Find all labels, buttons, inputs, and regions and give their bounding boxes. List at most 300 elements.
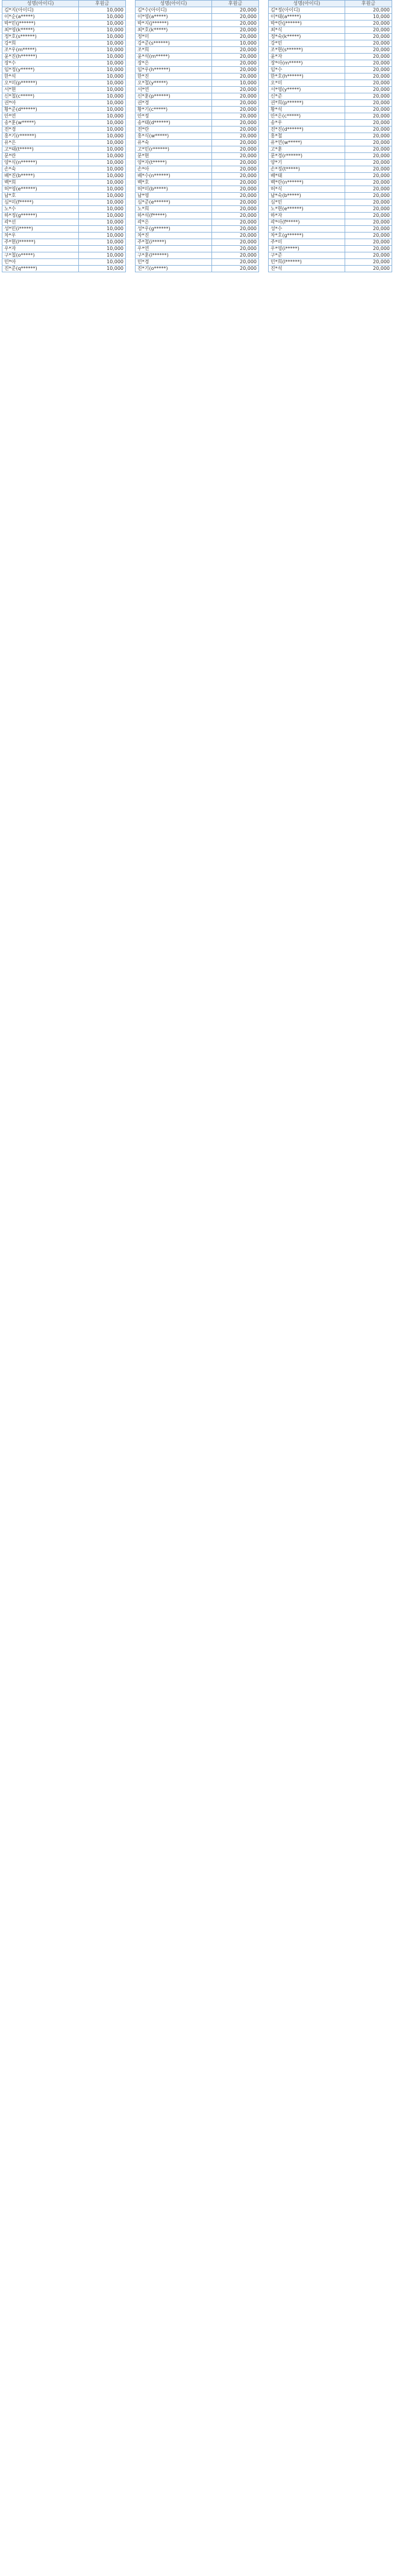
table-header-row <box>136 1 259 7</box>
donation-amount-cell: 20,000 <box>212 34 259 40</box>
donation-amount-cell: 20,000 <box>212 140 259 146</box>
table-row <box>136 60 259 67</box>
donation-amount-cell: 20,000 <box>212 213 259 219</box>
table-row <box>269 34 392 40</box>
table-row <box>136 133 259 140</box>
table-row <box>136 233 259 239</box>
donor-name-cell: 곽*선 <box>2 219 79 226</box>
table-row <box>2 239 126 246</box>
donor-name-cell: 유*숙 <box>136 140 212 146</box>
donor-name-cell: 진*기(o*****) <box>136 266 212 272</box>
table-row <box>2 80 126 87</box>
donor-name-cell: 민*아 <box>2 259 79 266</box>
table-row <box>136 40 259 47</box>
table-row <box>136 120 259 127</box>
donation-amount-cell: 20,000 <box>345 40 392 47</box>
table-row <box>269 166 392 173</box>
donation-amount-cell: 20,000 <box>345 34 392 40</box>
table-row <box>136 47 259 54</box>
donation-amount-cell: 20,000 <box>345 199 392 206</box>
donation-amount-cell: 20,000 <box>345 140 392 146</box>
donor-name-cell: 진*석 <box>269 266 345 272</box>
table-row <box>269 60 392 67</box>
table-row <box>269 133 392 140</box>
table-row <box>269 113 392 120</box>
donation-amount-cell: 10,000 <box>79 133 126 140</box>
donor-name-cell: 백*희 <box>2 180 79 186</box>
donation-amount-cell: 20,000 <box>212 127 259 133</box>
donation-amount-cell: 20,000 <box>345 206 392 213</box>
donor-name-cell: 홍*철 <box>269 133 345 140</box>
table-row <box>2 246 126 252</box>
donor-name-cell: 신*준 <box>269 93 345 100</box>
table-row <box>269 27 392 34</box>
table-row <box>136 14 259 20</box>
table-row <box>2 73 126 80</box>
donation-amount-cell: 20,000 <box>212 186 259 193</box>
table-row <box>136 160 259 166</box>
table-row <box>136 93 259 100</box>
donor-name-cell: 장*수 <box>2 60 79 67</box>
donation-amount-cell: 20,000 <box>345 113 392 120</box>
donation-amount-cell: 10,000 <box>79 93 126 100</box>
table-row <box>269 146 392 153</box>
table-row <box>2 180 126 186</box>
donor-name-cell: 우*영(i*****) <box>269 246 345 252</box>
table-row <box>2 153 126 160</box>
donation-amount-cell: 10,000 <box>79 80 126 87</box>
table-row <box>269 7 392 14</box>
table-row <box>2 160 126 166</box>
table-row <box>136 146 259 153</box>
donation-amount-cell: 20,000 <box>345 266 392 272</box>
table-row <box>136 199 259 206</box>
table-row <box>136 107 259 113</box>
donor-name-cell: 문*현 <box>136 153 212 160</box>
donation-amount-cell: 20,000 <box>212 193 259 199</box>
table-row <box>2 206 126 213</box>
donor-name-cell: 신*훈(p******) <box>136 93 212 100</box>
donor-name-cell: 성*수 <box>269 226 345 233</box>
donor-name-cell: 한*진 <box>136 73 212 80</box>
donation-amount-cell: 10,000 <box>79 206 126 213</box>
table-row <box>136 113 259 120</box>
donor-name-cell: 안*연 <box>2 113 79 120</box>
donor-name-cell: 이*태(a*****) <box>269 14 345 20</box>
donor-name-cell: 배*진(b*****) <box>2 173 79 180</box>
donation-amount-cell: 10,000 <box>212 80 259 87</box>
donor-name-cell: 손*정(t*****) <box>269 166 345 173</box>
donor-name-cell: 윤*석(m*****) <box>136 54 212 60</box>
donor-name-cell: 권*희(p******) <box>269 100 345 107</box>
donation-amount-cell: 20,000 <box>212 199 259 206</box>
table-row <box>2 213 126 219</box>
donor-name-cell: 백*란(n******) <box>269 180 345 186</box>
table-row <box>269 100 392 107</box>
table-row <box>269 14 392 20</box>
donation-amount-cell: 20,000 <box>212 113 259 120</box>
donation-amount-cell: 20,000 <box>212 252 259 259</box>
table-row <box>2 173 126 180</box>
table-row <box>269 73 392 80</box>
donation-amount-cell: 10,000 <box>79 252 126 259</box>
donation-amount-cell: 20,000 <box>212 54 259 60</box>
table-row <box>269 266 392 272</box>
donor-name-cell: 차*호(g******) <box>269 233 345 239</box>
table-row <box>136 193 259 199</box>
amount-column-header: 후원금 <box>345 1 392 7</box>
donor-name-cell: 윤*자 <box>269 54 345 60</box>
donor-name-cell: 성*민(i*****) <box>2 226 79 233</box>
donation-amount-cell: 20,000 <box>345 213 392 219</box>
table-row <box>2 60 126 67</box>
donation-amount-cell: 20,000 <box>345 233 392 239</box>
donor-name-cell: 김*정(아이디) <box>269 7 345 14</box>
table-row <box>269 67 392 73</box>
table-row <box>2 219 126 226</box>
donation-amount-cell: 20,000 <box>345 73 392 80</box>
donation-amount-cell: 20,000 <box>345 47 392 54</box>
donor-name-cell: 하*석(f*****) <box>136 213 212 219</box>
donation-amount-cell: 20,000 <box>345 166 392 173</box>
donation-amount-cell: 20,000 <box>345 80 392 87</box>
table-row <box>136 7 259 14</box>
name-column-header: 성명(아이디) <box>136 1 212 7</box>
donor-name-cell: 황*석 <box>269 107 345 113</box>
donation-amount-cell: 10,000 <box>212 40 259 47</box>
donation-amount-cell: 10,000 <box>79 34 126 40</box>
donation-amount-cell: 10,000 <box>79 100 126 107</box>
donation-amount-cell: 10,000 <box>79 113 126 120</box>
donation-amount-cell: 10,000 <box>79 153 126 160</box>
donor-column-1 <box>2 0 126 272</box>
donor-name-cell: 정*호(s******) <box>2 34 79 40</box>
table-row <box>2 133 126 140</box>
table-row <box>269 259 392 266</box>
donation-amount-cell: 20,000 <box>212 173 259 180</box>
donation-amount-cell: 10,000 <box>79 40 126 47</box>
donor-name-cell: 송*태(d******) <box>136 120 212 127</box>
donor-name-cell: 노*수 <box>2 206 79 213</box>
table-row <box>2 107 126 113</box>
donation-amount-cell: 10,000 <box>79 246 126 252</box>
donor-name-cell: 최*호(k*****) <box>136 27 212 34</box>
donor-name-cell: 권*아 <box>2 100 79 107</box>
table-row <box>2 27 126 34</box>
donation-amount-cell: 20,000 <box>212 87 259 93</box>
donation-amount-cell: 10,000 <box>79 160 126 166</box>
table-row <box>2 120 126 127</box>
donor-name-cell: 고*태(t*****) <box>2 146 79 153</box>
donor-name-cell: 하*자 <box>269 213 345 219</box>
donation-amount-cell: 20,000 <box>345 146 392 153</box>
table-row <box>2 226 126 233</box>
table-row <box>2 166 126 173</box>
donation-amount-cell: 10,000 <box>79 166 126 173</box>
donor-name-cell: 민*희(l******) <box>269 259 345 266</box>
donation-amount-cell: 20,000 <box>212 20 259 27</box>
donor-name-cell: 노*희 <box>136 206 212 213</box>
table-row <box>2 67 126 73</box>
donor-name-cell: 한*호(h******) <box>269 73 345 80</box>
donation-amount-cell: 10,000 <box>79 213 126 219</box>
donation-amount-cell: 20,000 <box>212 246 259 252</box>
table-row <box>269 40 392 47</box>
donor-name-cell: 강*준(s******) <box>136 40 212 47</box>
donation-amount-cell: 20,000 <box>345 252 392 259</box>
donor-name-cell: 송*훈(w*****) <box>2 120 79 127</box>
amount-column-header: 후원금 <box>79 1 126 7</box>
donor-name-cell: 차*진 <box>136 233 212 239</box>
table-row <box>136 67 259 73</box>
donation-amount-cell: 10,000 <box>79 146 126 153</box>
donor-name-cell: 허*영(e******) <box>2 186 79 193</box>
donation-amount-cell: 20,000 <box>345 67 392 73</box>
donation-amount-cell: 20,000 <box>212 7 259 14</box>
donation-amount-cell: 10,000 <box>79 193 126 199</box>
donor-name-cell: 유*은 <box>2 140 79 146</box>
donation-amount-cell: 20,000 <box>345 239 392 246</box>
table-row <box>269 160 392 166</box>
donation-amount-cell: 10,000 <box>345 14 392 20</box>
donation-amount-cell: 20,000 <box>345 226 392 233</box>
table-row <box>2 100 126 107</box>
donation-amount-cell: 20,000 <box>212 27 259 34</box>
donor-name-cell: 황*준(d******) <box>2 107 79 113</box>
donation-amount-cell: 10,000 <box>79 47 126 54</box>
table-header-row <box>269 1 392 7</box>
table-row <box>2 146 126 153</box>
donor-name-cell: 우*자 <box>2 246 79 252</box>
table-row <box>2 252 126 259</box>
table-row <box>2 199 126 206</box>
table-row <box>136 252 259 259</box>
table-row <box>136 80 259 87</box>
table-row <box>269 233 392 239</box>
donation-amount-cell: 10,000 <box>79 60 126 67</box>
donor-name-cell: 정*미 <box>136 34 212 40</box>
donor-name-cell: 오*미(p******) <box>2 80 79 87</box>
donation-amount-cell: 20,000 <box>212 239 259 246</box>
donation-amount-cell: 10,000 <box>79 199 126 206</box>
donor-name-cell: 배*태 <box>269 173 345 180</box>
donor-name-cell: 서*현 <box>2 87 79 93</box>
donor-table <box>268 0 392 272</box>
donor-name-cell: 장*은 <box>136 60 212 67</box>
donor-name-cell: 윤*진(h******) <box>2 54 79 60</box>
table-row <box>2 54 126 60</box>
donation-amount-cell: 20,000 <box>212 60 259 67</box>
table-row <box>269 252 392 259</box>
donation-amount-cell: 10,000 <box>79 140 126 146</box>
donor-name-cell: 문*경(r******) <box>269 153 345 160</box>
donation-amount-cell: 20,000 <box>345 100 392 107</box>
donation-amount-cell: 20,000 <box>212 93 259 100</box>
donation-amount-cell: 20,000 <box>212 47 259 54</box>
table-row <box>136 213 259 219</box>
table-row <box>269 87 392 93</box>
donor-name-cell: 심*민 <box>269 199 345 206</box>
donation-amount-cell: 20,000 <box>212 146 259 153</box>
donor-name-cell: 노*현(e******) <box>269 206 345 213</box>
table-row <box>136 140 259 146</box>
donor-name-cell: 고*민(r******) <box>136 146 212 153</box>
donation-amount-cell: 20,000 <box>212 226 259 233</box>
donor-name-cell: 이*영(a*****) <box>136 14 212 20</box>
table-row <box>269 199 392 206</box>
donation-amount-cell: 20,000 <box>212 259 259 266</box>
table-row <box>136 239 259 246</box>
table-row <box>269 226 392 233</box>
donation-amount-cell: 20,000 <box>345 246 392 252</box>
donor-name-cell: 남*영 <box>136 193 212 199</box>
donation-amount-cell: 20,000 <box>212 166 259 173</box>
donor-name-cell: 신*철(c*****) <box>2 93 79 100</box>
donation-amount-cell: 20,000 <box>212 67 259 73</box>
donation-amount-cell: 20,000 <box>345 180 392 186</box>
table-row <box>136 259 259 266</box>
table-row <box>136 246 259 252</box>
donation-amount-cell: 20,000 <box>212 100 259 107</box>
donor-name-cell: 서*영(y*****) <box>269 87 345 93</box>
donor-name-cell: 유*연(w*****) <box>269 140 345 146</box>
donor-name-cell: 성*우(g******) <box>136 226 212 233</box>
table-row <box>136 166 259 173</box>
donor-name-cell: 정*숙(k*****) <box>269 34 345 40</box>
table-row <box>136 127 259 133</box>
table-row <box>136 153 259 160</box>
donor-name-cell: 양*기 <box>269 160 345 166</box>
donation-amount-cell: 20,000 <box>345 160 392 166</box>
donor-name-cell: 한*석 <box>2 73 79 80</box>
donation-amount-cell: 20,000 <box>212 153 259 160</box>
table-row <box>2 259 126 266</box>
donor-name-cell: 최*영(k*****) <box>2 27 79 34</box>
table-row <box>2 93 126 100</box>
donor-name-cell: 곽*아(f*****) <box>269 219 345 226</box>
donor-name-cell: 전*진(d******) <box>269 127 345 133</box>
name-column-header: 성명(아이디) <box>269 1 345 7</box>
table-row <box>136 100 259 107</box>
donation-amount-cell: 10,000 <box>79 67 126 73</box>
donation-amount-cell: 10,000 <box>79 266 126 272</box>
donation-amount-cell: 20,000 <box>345 133 392 140</box>
donation-amount-cell: 10,000 <box>79 73 126 80</box>
donation-amount-cell: 10,000 <box>79 120 126 127</box>
donor-name-cell: 이*순(a*****) <box>2 14 79 20</box>
table-row <box>136 186 259 193</box>
donor-name-cell: 주*미 <box>269 239 345 246</box>
donor-column-3 <box>268 0 392 272</box>
donor-name-cell: 허*식 <box>269 186 345 193</box>
table-row <box>269 80 392 87</box>
table-row <box>136 34 259 40</box>
donation-amount-cell: 10,000 <box>79 54 126 60</box>
donation-amount-cell: 20,000 <box>212 133 259 140</box>
donor-name-cell: 구*준 <box>269 252 345 259</box>
table-row <box>136 54 259 60</box>
donation-amount-cell: 10,000 <box>79 27 126 34</box>
donor-name-cell: 권*경 <box>136 100 212 107</box>
donor-name-cell: 오*미 <box>269 80 345 87</box>
donation-amount-cell: 20,000 <box>345 93 392 100</box>
donation-amount-cell: 20,000 <box>345 87 392 93</box>
table-row <box>2 20 126 27</box>
table-row <box>269 153 392 160</box>
donation-amount-cell: 10,000 <box>79 186 126 193</box>
table-row <box>136 87 259 93</box>
table-row <box>2 140 126 146</box>
donor-name-cell: 김*수(아이디) <box>136 7 212 14</box>
donor-name-cell: 전*경 <box>2 127 79 133</box>
donation-amount-cell: 20,000 <box>212 73 259 80</box>
donor-name-cell: 박*지(j******) <box>136 20 212 27</box>
table-row <box>2 14 126 20</box>
donation-amount-cell: 20,000 <box>212 180 259 186</box>
donor-name-cell: 조*현(s******) <box>269 47 345 54</box>
amount-column-header: 후원금 <box>212 1 259 7</box>
donor-name-cell: 남*호 <box>2 193 79 199</box>
donor-name-cell: 손*아 <box>136 166 212 173</box>
donor-name-cell: 진*준(q******) <box>2 266 79 272</box>
table-row <box>136 73 259 80</box>
donor-table <box>2 0 126 272</box>
donor-name-cell: 허*미(b*****) <box>136 186 212 193</box>
donation-amount-cell: 10,000 <box>79 219 126 226</box>
donation-amount-cell: 20,000 <box>212 14 259 20</box>
table-row <box>136 27 259 34</box>
donation-amount-cell: 20,000 <box>212 107 259 113</box>
donor-name-cell: 오*철(y*****) <box>136 80 212 87</box>
table-header-row <box>2 1 126 7</box>
table-row <box>269 206 392 213</box>
table-row <box>269 47 392 54</box>
donor-name-cell: 박*민(j******) <box>2 20 79 27</box>
table-row <box>2 47 126 54</box>
donor-name-cell: 조*희 <box>136 47 212 54</box>
donation-amount-cell: 20,000 <box>345 193 392 199</box>
donation-amount-cell: 20,000 <box>345 173 392 180</box>
donor-name-cell: 홍*식(w*****) <box>136 133 212 140</box>
donor-name-cell: 백*호 <box>136 180 212 186</box>
donor-name-cell: 임*우(h******) <box>136 67 212 73</box>
table-row <box>269 186 392 193</box>
donation-amount-cell: 20,000 <box>345 153 392 160</box>
donor-name-cell: 송*우 <box>269 120 345 127</box>
table-row <box>269 54 392 60</box>
donation-amount-cell: 10,000 <box>79 239 126 246</box>
donor-name-cell: 전*란 <box>136 127 212 133</box>
table-row <box>2 113 126 120</box>
table-row <box>2 34 126 40</box>
table-row <box>2 266 126 272</box>
table-row <box>269 107 392 113</box>
donation-amount-cell: 10,000 <box>79 20 126 27</box>
table-row <box>269 180 392 186</box>
donor-name-cell: 문*란 <box>2 153 79 160</box>
donation-amount-cell: 20,000 <box>345 219 392 226</box>
donor-table <box>135 0 259 272</box>
table-row <box>2 40 126 47</box>
donation-amount-cell: 20,000 <box>345 7 392 14</box>
donor-name-cell: 장*아(m*****) <box>269 60 345 67</box>
donor-name-cell: 남*숙(b*****) <box>269 193 345 199</box>
donation-amount-cell: 10,000 <box>79 173 126 180</box>
donor-name-cell: 황*기(c*****) <box>136 107 212 113</box>
table-row <box>269 246 392 252</box>
donor-name-cell: 조*우(m*****) <box>2 47 79 54</box>
table-row <box>269 193 392 199</box>
